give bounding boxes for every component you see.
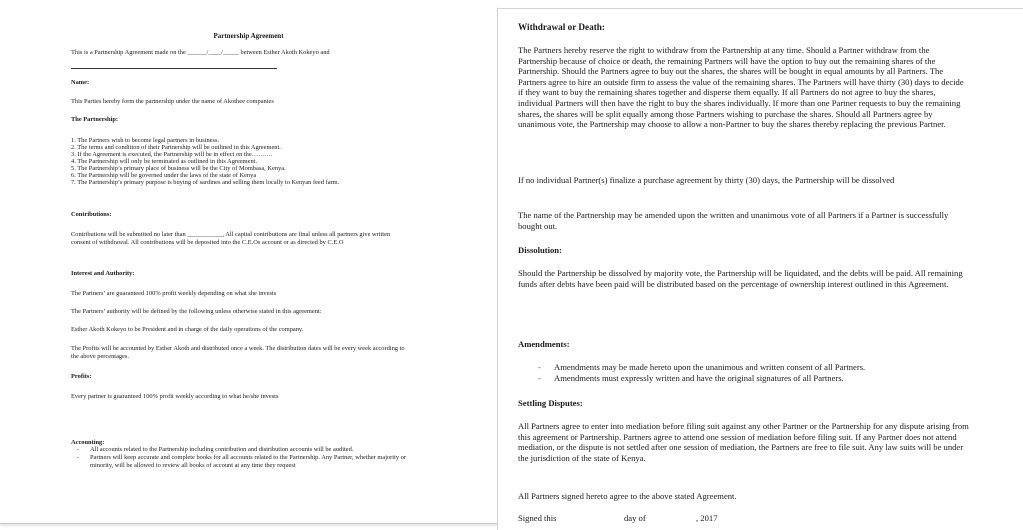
partnership-item: 3. If the Agreement is executed, the Partnership will be in effect on the………. — [71, 151, 273, 158]
profits-heading: Profits: — [71, 373, 92, 380]
partnership-item: 1. The Partners wish to become legal partners in business. — [71, 137, 220, 144]
document-title: Partnership Agreement — [213, 32, 284, 40]
list-item-text: Amendments must expressly written and have the original signatures of all Partners. — [554, 372, 844, 383]
document-page-2 — [497, 8, 1023, 530]
list-item — [71, 446, 420, 454]
intro-text: This is a Partnership Agreement made on the ______/____/_____ between Esther Akoth Kokeyo and — [71, 49, 330, 56]
interest-paragraph: The Partners’ authority will be defined by the following unless otherwise stated in this agreement: — [71, 308, 322, 315]
closing-statement: All Partners signed hereto agree to the above stated Agreement. — [518, 491, 737, 501]
bullet-dash: - — [77, 454, 80, 461]
partnership-item: 2. The terms and condition of their Partnership will be outlined in this Agreement. — [71, 144, 281, 151]
accounting-list — [71, 446, 420, 470]
name-heading: Name: — [71, 79, 90, 86]
list-item-text: Partners will keep accurate and complete books for all accounts related to the Partnership. Any Partner, whether majority or minority, will be allowed to review all books of account at any time they request — [90, 454, 406, 469]
dissolution-heading: Dissolution: — [518, 245, 562, 255]
disputes-text: All Partners agree to enter into mediation before filing suit against any other Partner or the Partnership for any dispute arising from this agreement or Partnership. Partners agree to attend one session of mediation before filing suit. If any Partner does not attend mediation, or the dispute is not settled after one session of mediation, the Partners are free to file suit. Any law suits will be under the jurisdiction of the state of Kenya. — [518, 421, 969, 463]
name-text: This Parties hereby form the partnership under the name of Akothee companies — [71, 98, 274, 105]
amendments-list — [518, 362, 865, 383]
interest-paragraph: Esther Akoth Kokeyo to be President and in charge of the daily operations of the company. — [71, 326, 304, 333]
document-page-1 — [0, 0, 497, 524]
interest-authority-heading: Interest and Authority: — [71, 270, 135, 277]
bullet-dash: - — [538, 362, 541, 372]
partnership-item: 6. The Partnership will be governed under the laws of the state of Kenya — [71, 172, 257, 179]
amendments-heading: Amendments: — [518, 339, 570, 349]
contributions-heading: Contributions: — [71, 211, 112, 218]
contributions-text: Contributions will be submitted no later than ___________, All capital contributions are final unless all partners give written consent of withdrawal. All contributions will be deposited into the C.E.Os account or as directed by C.E.O — [71, 231, 391, 246]
withdrawal-paragraph: The Partners hereby reserve the right to withdraw from the Partnership at any time. Should a Partner withdraw from the Partnership because of choice or death, the remaining Partners will have the option to buy out the remaining shares of the Partnership. Should the Partners agree to buy out the shares, the shares will be bought in equal amounts by all Partners. The Partners agree to hire an outside firm to assess the value of the remaining shares. The Partners will have thirty (30) days to decide if they want to buy the remaining shares together and disperse them equally. If all Partners do not agree to buy the shares, individual Partners will then have the right to buy the shares individually. If more than one Partner requests to buy the remaining shares, the shares will be split equally among those Partners wishing to purchase the shares. Should all Partners agree by unanimous vote, the Partnership may choose to allow a non-Partner to buy the shares thereby replacing the previous Partner. — [518, 45, 964, 130]
interest-paragraph: The Partners’ are guaranteed 100% profit weekly depending on what she invests — [71, 290, 277, 297]
signature-year: , 2017 — [696, 513, 718, 523]
settling-disputes-heading: Settling Disputes: — [518, 398, 583, 408]
partnership-item: 4. The Partnership will only be terminated as outlined in this Agreement. — [71, 158, 258, 165]
partnership-item: 7. The Partnership’s primary purpose is buying of sardines and selling them locally to Kenyan feed farm. — [71, 179, 340, 186]
partnership-item: 5. The Partnership’s primary place of business will be the City of Mombasa, Kenya. — [71, 165, 286, 172]
withdrawal-heading: Withdrawal or Death: — [518, 22, 605, 32]
partnership-heading: The Partnership: — [71, 116, 119, 123]
bullet-dash: - — [538, 372, 541, 383]
withdrawal-paragraph: If no individual Partner(s) finalize a purchase agreement by thirty (30) days, the Partnership will be dissolved — [518, 175, 895, 185]
day-of-label: day of — [624, 513, 646, 523]
partner-name-blank-line — [71, 68, 277, 69]
list-item-text: All accounts related to the Partnership including contribution and distribution accounts will be audited. — [90, 446, 354, 453]
list-item — [518, 362, 865, 373]
list-item-text: Amendments may be made hereto upon the unanimous and written consent of all Partners. — [554, 362, 866, 372]
profits-text: Every partner is guaranteed 100% profit weekly according to what he/she invests — [71, 393, 279, 400]
dissolution-text: Should the Partnership be dissolved by majority vote, the Partnership will be liquidated, and the debts will be paid. All remaining funds after debts have been paid will be distributed based on the percentage of ownership interest outlined in this Agreement. — [518, 268, 963, 289]
list-item — [71, 454, 420, 470]
bullet-dash: - — [77, 446, 80, 453]
interest-paragraph: The Profits will be accounted by Esther Akoth and distributed once a week. The distribution dates will be every week according to the above percentages. — [71, 345, 405, 360]
withdrawal-paragraph: The name of the Partnership may be amended upon the written and unanimous vote of all Partners if a Partner is successfully bought out. — [518, 210, 949, 231]
list-item — [518, 373, 865, 384]
signed-this-label: Signed this — [518, 513, 557, 523]
accounting-heading: Accounting: — [71, 439, 105, 446]
